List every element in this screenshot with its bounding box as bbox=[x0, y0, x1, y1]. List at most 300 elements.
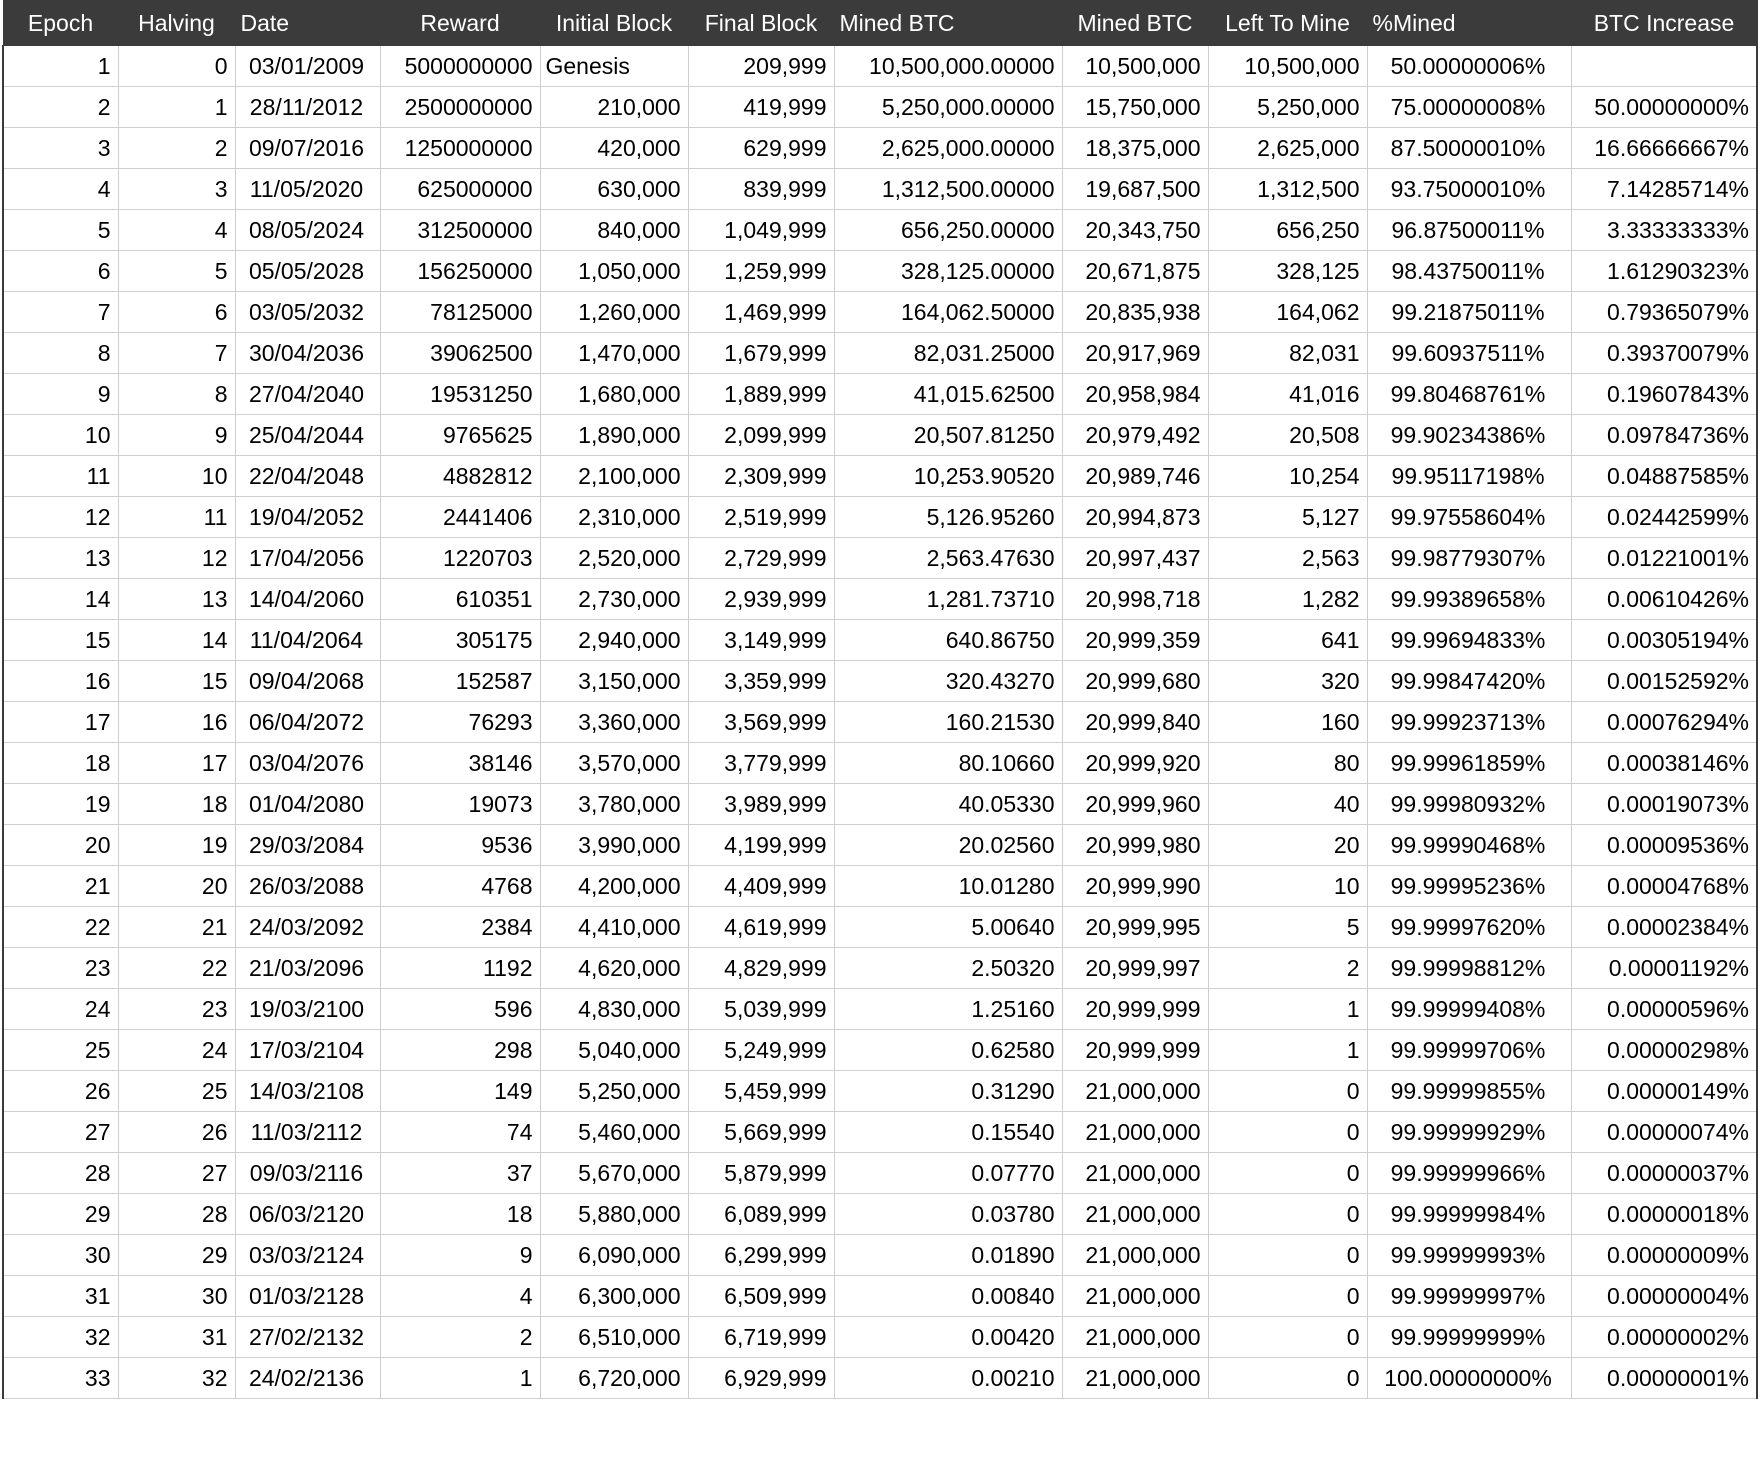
cell-btc-increase[interactable]: 0.00000004% bbox=[1571, 1276, 1757, 1317]
cell-epoch[interactable]: 9 bbox=[3, 374, 118, 415]
cell-epoch[interactable]: 6 bbox=[3, 251, 118, 292]
cell-final-block[interactable]: 5,459,999 bbox=[688, 1071, 834, 1112]
cell-percent-mined[interactable]: 99.95117198% bbox=[1367, 456, 1571, 497]
cell-epoch[interactable]: 26 bbox=[3, 1071, 118, 1112]
cell-reward[interactable]: 74 bbox=[380, 1112, 540, 1153]
cell-reward[interactable]: 78125000 bbox=[380, 292, 540, 333]
cell-left-to-mine[interactable]: 5 bbox=[1208, 907, 1367, 948]
cell-reward[interactable]: 4882812 bbox=[380, 456, 540, 497]
cell-mined-btc[interactable]: 10.01280 bbox=[834, 866, 1062, 907]
cell-percent-mined[interactable]: 99.99961859% bbox=[1367, 743, 1571, 784]
header-date[interactable]: Date bbox=[235, 1, 380, 46]
cell-final-block[interactable]: 5,879,999 bbox=[688, 1153, 834, 1194]
cell-left-to-mine[interactable]: 5,127 bbox=[1208, 497, 1367, 538]
cell-initial-block[interactable]: 4,830,000 bbox=[540, 989, 688, 1030]
cell-initial-block[interactable]: 3,780,000 bbox=[540, 784, 688, 825]
cell-initial-block[interactable]: 4,200,000 bbox=[540, 866, 688, 907]
cell-halving[interactable]: 17 bbox=[118, 743, 235, 784]
cell-left-to-mine[interactable]: 0 bbox=[1208, 1153, 1367, 1194]
cell-initial-block[interactable]: 2,310,000 bbox=[540, 497, 688, 538]
cell-date[interactable]: 01/03/2128 bbox=[235, 1276, 380, 1317]
cell-btc-increase[interactable]: 0.04887585% bbox=[1571, 456, 1757, 497]
cell-reward[interactable]: 38146 bbox=[380, 743, 540, 784]
cell-btc-increase[interactable]: 7.14285714% bbox=[1571, 169, 1757, 210]
cell-mined-btc-cumulative[interactable]: 20,343,750 bbox=[1062, 210, 1208, 251]
header-mined-btc[interactable]: Mined BTC bbox=[834, 1, 1062, 46]
cell-btc-increase[interactable]: 0.00000009% bbox=[1571, 1235, 1757, 1276]
cell-btc-increase[interactable]: 0.00000074% bbox=[1571, 1112, 1757, 1153]
cell-date[interactable]: 03/03/2124 bbox=[235, 1235, 380, 1276]
cell-final-block[interactable]: 6,089,999 bbox=[688, 1194, 834, 1235]
cell-halving[interactable]: 28 bbox=[118, 1194, 235, 1235]
cell-date[interactable]: 19/03/2100 bbox=[235, 989, 380, 1030]
cell-reward[interactable]: 596 bbox=[380, 989, 540, 1030]
cell-halving[interactable]: 5 bbox=[118, 251, 235, 292]
cell-mined-btc[interactable]: 5,250,000.00000 bbox=[834, 87, 1062, 128]
cell-epoch[interactable]: 33 bbox=[3, 1358, 118, 1399]
cell-initial-block[interactable]: 4,410,000 bbox=[540, 907, 688, 948]
cell-mined-btc[interactable]: 160.21530 bbox=[834, 702, 1062, 743]
header-reward[interactable]: Reward bbox=[380, 1, 540, 46]
cell-mined-btc[interactable]: 0.00420 bbox=[834, 1317, 1062, 1358]
cell-percent-mined[interactable]: 99.60937511% bbox=[1367, 333, 1571, 374]
cell-final-block[interactable]: 1,049,999 bbox=[688, 210, 834, 251]
cell-date[interactable]: 25/04/2044 bbox=[235, 415, 380, 456]
cell-halving[interactable]: 30 bbox=[118, 1276, 235, 1317]
cell-initial-block[interactable]: 1,680,000 bbox=[540, 374, 688, 415]
cell-mined-btc[interactable]: 2,625,000.00000 bbox=[834, 128, 1062, 169]
cell-percent-mined[interactable]: 96.87500011% bbox=[1367, 210, 1571, 251]
cell-reward[interactable]: 298 bbox=[380, 1030, 540, 1071]
cell-mined-btc[interactable]: 0.07770 bbox=[834, 1153, 1062, 1194]
cell-date[interactable]: 21/03/2096 bbox=[235, 948, 380, 989]
cell-date[interactable]: 09/03/2116 bbox=[235, 1153, 380, 1194]
cell-reward[interactable]: 625000000 bbox=[380, 169, 540, 210]
cell-final-block[interactable]: 629,999 bbox=[688, 128, 834, 169]
cell-btc-increase[interactable]: 0.02442599% bbox=[1571, 497, 1757, 538]
cell-reward[interactable]: 305175 bbox=[380, 620, 540, 661]
cell-final-block[interactable]: 419,999 bbox=[688, 87, 834, 128]
cell-mined-btc[interactable]: 640.86750 bbox=[834, 620, 1062, 661]
cell-mined-btc-cumulative[interactable]: 21,000,000 bbox=[1062, 1112, 1208, 1153]
cell-epoch[interactable]: 32 bbox=[3, 1317, 118, 1358]
cell-initial-block[interactable]: 3,990,000 bbox=[540, 825, 688, 866]
cell-reward[interactable]: 4 bbox=[380, 1276, 540, 1317]
cell-halving[interactable]: 0 bbox=[118, 46, 235, 87]
cell-reward[interactable]: 5000000000 bbox=[380, 46, 540, 87]
cell-reward[interactable]: 76293 bbox=[380, 702, 540, 743]
cell-btc-increase[interactable]: 0.09784736% bbox=[1571, 415, 1757, 456]
cell-btc-increase[interactable]: 0.00009536% bbox=[1571, 825, 1757, 866]
cell-mined-btc-cumulative[interactable]: 15,750,000 bbox=[1062, 87, 1208, 128]
cell-date[interactable]: 11/03/2112 bbox=[235, 1112, 380, 1153]
cell-final-block[interactable]: 2,099,999 bbox=[688, 415, 834, 456]
cell-btc-increase[interactable]: 0.00004768% bbox=[1571, 866, 1757, 907]
cell-initial-block[interactable]: 5,880,000 bbox=[540, 1194, 688, 1235]
cell-btc-increase[interactable]: 3.33333333% bbox=[1571, 210, 1757, 251]
cell-reward[interactable]: 18 bbox=[380, 1194, 540, 1235]
cell-final-block[interactable]: 4,409,999 bbox=[688, 866, 834, 907]
cell-mined-btc-cumulative[interactable]: 20,999,680 bbox=[1062, 661, 1208, 702]
cell-btc-increase[interactable]: 1.61290323% bbox=[1571, 251, 1757, 292]
cell-percent-mined[interactable]: 99.99999997% bbox=[1367, 1276, 1571, 1317]
cell-mined-btc-cumulative[interactable]: 21,000,000 bbox=[1062, 1276, 1208, 1317]
cell-left-to-mine[interactable]: 0 bbox=[1208, 1358, 1367, 1399]
cell-epoch[interactable]: 23 bbox=[3, 948, 118, 989]
cell-btc-increase[interactable]: 0.00152592% bbox=[1571, 661, 1757, 702]
cell-mined-btc-cumulative[interactable]: 10,500,000 bbox=[1062, 46, 1208, 87]
cell-mined-btc-cumulative[interactable]: 19,687,500 bbox=[1062, 169, 1208, 210]
cell-reward[interactable]: 37 bbox=[380, 1153, 540, 1194]
cell-halving[interactable]: 6 bbox=[118, 292, 235, 333]
cell-halving[interactable]: 12 bbox=[118, 538, 235, 579]
cell-mined-btc-cumulative[interactable]: 20,999,920 bbox=[1062, 743, 1208, 784]
cell-btc-increase[interactable]: 0.01221001% bbox=[1571, 538, 1757, 579]
cell-mined-btc[interactable]: 320.43270 bbox=[834, 661, 1062, 702]
cell-percent-mined[interactable]: 99.99694833% bbox=[1367, 620, 1571, 661]
cell-final-block[interactable]: 5,669,999 bbox=[688, 1112, 834, 1153]
cell-btc-increase[interactable]: 50.00000000% bbox=[1571, 87, 1757, 128]
cell-epoch[interactable]: 25 bbox=[3, 1030, 118, 1071]
cell-halving[interactable]: 26 bbox=[118, 1112, 235, 1153]
cell-percent-mined[interactable]: 99.99999929% bbox=[1367, 1112, 1571, 1153]
cell-final-block[interactable]: 3,779,999 bbox=[688, 743, 834, 784]
cell-date[interactable]: 03/05/2032 bbox=[235, 292, 380, 333]
cell-left-to-mine[interactable]: 0 bbox=[1208, 1071, 1367, 1112]
cell-epoch[interactable]: 22 bbox=[3, 907, 118, 948]
cell-mined-btc-cumulative[interactable]: 20,979,492 bbox=[1062, 415, 1208, 456]
cell-date[interactable]: 06/04/2072 bbox=[235, 702, 380, 743]
cell-date[interactable]: 19/04/2052 bbox=[235, 497, 380, 538]
cell-mined-btc-cumulative[interactable]: 20,999,995 bbox=[1062, 907, 1208, 948]
cell-reward[interactable]: 19531250 bbox=[380, 374, 540, 415]
header-btc-increase[interactable]: BTC Increase bbox=[1571, 1, 1757, 46]
cell-reward[interactable]: 39062500 bbox=[380, 333, 540, 374]
cell-percent-mined[interactable]: 99.90234386% bbox=[1367, 415, 1571, 456]
cell-mined-btc-cumulative[interactable]: 21,000,000 bbox=[1062, 1153, 1208, 1194]
cell-mined-btc[interactable]: 5.00640 bbox=[834, 907, 1062, 948]
cell-left-to-mine[interactable]: 10,254 bbox=[1208, 456, 1367, 497]
cell-btc-increase[interactable]: 0.00000298% bbox=[1571, 1030, 1757, 1071]
cell-epoch[interactable]: 4 bbox=[3, 169, 118, 210]
cell-percent-mined[interactable]: 50.00000006% bbox=[1367, 46, 1571, 87]
cell-percent-mined[interactable]: 99.99990468% bbox=[1367, 825, 1571, 866]
header-final-block[interactable]: Final Block bbox=[688, 1, 834, 46]
cell-mined-btc[interactable]: 1,281.73710 bbox=[834, 579, 1062, 620]
cell-initial-block[interactable]: 2,100,000 bbox=[540, 456, 688, 497]
cell-epoch[interactable]: 18 bbox=[3, 743, 118, 784]
cell-initial-block[interactable]: 6,510,000 bbox=[540, 1317, 688, 1358]
cell-left-to-mine[interactable]: 164,062 bbox=[1208, 292, 1367, 333]
cell-reward[interactable]: 156250000 bbox=[380, 251, 540, 292]
cell-left-to-mine[interactable]: 10 bbox=[1208, 866, 1367, 907]
cell-reward[interactable]: 19073 bbox=[380, 784, 540, 825]
cell-initial-block[interactable]: 5,040,000 bbox=[540, 1030, 688, 1071]
header-epoch[interactable]: Epoch bbox=[3, 1, 118, 46]
cell-left-to-mine[interactable]: 0 bbox=[1208, 1276, 1367, 1317]
cell-epoch[interactable]: 24 bbox=[3, 989, 118, 1030]
cell-reward[interactable]: 2500000000 bbox=[380, 87, 540, 128]
cell-epoch[interactable]: 20 bbox=[3, 825, 118, 866]
cell-percent-mined[interactable]: 99.99999984% bbox=[1367, 1194, 1571, 1235]
cell-reward[interactable]: 1220703 bbox=[380, 538, 540, 579]
cell-final-block[interactable]: 3,569,999 bbox=[688, 702, 834, 743]
cell-halving[interactable]: 7 bbox=[118, 333, 235, 374]
cell-reward[interactable]: 2384 bbox=[380, 907, 540, 948]
cell-percent-mined[interactable]: 99.80468761% bbox=[1367, 374, 1571, 415]
cell-final-block[interactable]: 839,999 bbox=[688, 169, 834, 210]
cell-date[interactable]: 27/04/2040 bbox=[235, 374, 380, 415]
cell-mined-btc-cumulative[interactable]: 20,999,999 bbox=[1062, 989, 1208, 1030]
cell-initial-block[interactable]: 1,470,000 bbox=[540, 333, 688, 374]
cell-reward[interactable]: 312500000 bbox=[380, 210, 540, 251]
header-left-to-mine[interactable]: Left To Mine bbox=[1208, 1, 1367, 46]
cell-initial-block[interactable]: 2,730,000 bbox=[540, 579, 688, 620]
cell-mined-btc[interactable]: 0.03780 bbox=[834, 1194, 1062, 1235]
cell-date[interactable]: 17/03/2104 bbox=[235, 1030, 380, 1071]
cell-mined-btc-cumulative[interactable]: 20,998,718 bbox=[1062, 579, 1208, 620]
cell-epoch[interactable]: 16 bbox=[3, 661, 118, 702]
cell-initial-block[interactable]: 2,940,000 bbox=[540, 620, 688, 661]
cell-left-to-mine[interactable]: 2,563 bbox=[1208, 538, 1367, 579]
cell-initial-block[interactable]: 3,150,000 bbox=[540, 661, 688, 702]
cell-initial-block[interactable]: 1,260,000 bbox=[540, 292, 688, 333]
cell-percent-mined[interactable]: 99.99999999% bbox=[1367, 1317, 1571, 1358]
cell-halving[interactable]: 23 bbox=[118, 989, 235, 1030]
cell-initial-block[interactable]: 6,720,000 bbox=[540, 1358, 688, 1399]
cell-initial-block[interactable]: 5,460,000 bbox=[540, 1112, 688, 1153]
cell-initial-block[interactable]: 4,620,000 bbox=[540, 948, 688, 989]
cell-mined-btc[interactable]: 0.31290 bbox=[834, 1071, 1062, 1112]
cell-left-to-mine[interactable]: 5,250,000 bbox=[1208, 87, 1367, 128]
cell-halving[interactable]: 11 bbox=[118, 497, 235, 538]
cell-final-block[interactable]: 6,509,999 bbox=[688, 1276, 834, 1317]
cell-mined-btc-cumulative[interactable]: 20,999,980 bbox=[1062, 825, 1208, 866]
cell-left-to-mine[interactable]: 0 bbox=[1208, 1112, 1367, 1153]
cell-final-block[interactable]: 6,719,999 bbox=[688, 1317, 834, 1358]
cell-final-block[interactable]: 2,309,999 bbox=[688, 456, 834, 497]
cell-btc-increase[interactable]: 0.00000149% bbox=[1571, 1071, 1757, 1112]
cell-initial-block[interactable]: 840,000 bbox=[540, 210, 688, 251]
cell-percent-mined[interactable]: 93.75000010% bbox=[1367, 169, 1571, 210]
cell-date[interactable]: 06/03/2120 bbox=[235, 1194, 380, 1235]
cell-initial-block[interactable]: 3,360,000 bbox=[540, 702, 688, 743]
cell-btc-increase[interactable]: 0.00001192% bbox=[1571, 948, 1757, 989]
cell-mined-btc-cumulative[interactable]: 21,000,000 bbox=[1062, 1358, 1208, 1399]
cell-final-block[interactable]: 2,519,999 bbox=[688, 497, 834, 538]
cell-btc-increase[interactable]: 0.00000596% bbox=[1571, 989, 1757, 1030]
cell-mined-btc[interactable]: 328,125.00000 bbox=[834, 251, 1062, 292]
cell-btc-increase[interactable]: 0.00000037% bbox=[1571, 1153, 1757, 1194]
cell-final-block[interactable]: 1,469,999 bbox=[688, 292, 834, 333]
cell-percent-mined[interactable]: 99.99980932% bbox=[1367, 784, 1571, 825]
cell-initial-block[interactable]: 5,250,000 bbox=[540, 1071, 688, 1112]
cell-mined-btc-cumulative[interactable]: 20,958,984 bbox=[1062, 374, 1208, 415]
cell-mined-btc-cumulative[interactable]: 21,000,000 bbox=[1062, 1235, 1208, 1276]
cell-left-to-mine[interactable]: 160 bbox=[1208, 702, 1367, 743]
cell-halving[interactable]: 2 bbox=[118, 128, 235, 169]
cell-final-block[interactable]: 3,359,999 bbox=[688, 661, 834, 702]
cell-date[interactable]: 14/04/2060 bbox=[235, 579, 380, 620]
cell-final-block[interactable]: 4,619,999 bbox=[688, 907, 834, 948]
cell-mined-btc[interactable]: 10,500,000.00000 bbox=[834, 46, 1062, 87]
cell-left-to-mine[interactable]: 10,500,000 bbox=[1208, 46, 1367, 87]
cell-initial-block[interactable]: 1,890,000 bbox=[540, 415, 688, 456]
cell-date[interactable]: 14/03/2108 bbox=[235, 1071, 380, 1112]
cell-final-block[interactable]: 6,929,999 bbox=[688, 1358, 834, 1399]
cell-date[interactable]: 01/04/2080 bbox=[235, 784, 380, 825]
cell-initial-block[interactable]: 1,050,000 bbox=[540, 251, 688, 292]
cell-final-block[interactable]: 5,249,999 bbox=[688, 1030, 834, 1071]
cell-initial-block[interactable]: 6,090,000 bbox=[540, 1235, 688, 1276]
cell-reward[interactable]: 1192 bbox=[380, 948, 540, 989]
cell-epoch[interactable]: 2 bbox=[3, 87, 118, 128]
cell-halving[interactable]: 14 bbox=[118, 620, 235, 661]
cell-left-to-mine[interactable]: 20,508 bbox=[1208, 415, 1367, 456]
cell-date[interactable]: 11/05/2020 bbox=[235, 169, 380, 210]
cell-final-block[interactable]: 3,989,999 bbox=[688, 784, 834, 825]
cell-reward[interactable]: 149 bbox=[380, 1071, 540, 1112]
cell-left-to-mine[interactable]: 41,016 bbox=[1208, 374, 1367, 415]
cell-mined-btc-cumulative[interactable]: 20,989,746 bbox=[1062, 456, 1208, 497]
cell-percent-mined[interactable]: 99.99999966% bbox=[1367, 1153, 1571, 1194]
cell-epoch[interactable]: 15 bbox=[3, 620, 118, 661]
header-percent-mined[interactable]: %Mined bbox=[1367, 1, 1571, 46]
cell-percent-mined[interactable]: 99.99923713% bbox=[1367, 702, 1571, 743]
cell-mined-btc-cumulative[interactable]: 21,000,000 bbox=[1062, 1194, 1208, 1235]
cell-initial-block[interactable]: 2,520,000 bbox=[540, 538, 688, 579]
cell-btc-increase[interactable]: 0.00019073% bbox=[1571, 784, 1757, 825]
cell-btc-increase[interactable]: 0.00076294% bbox=[1571, 702, 1757, 743]
cell-date[interactable]: 24/02/2136 bbox=[235, 1358, 380, 1399]
cell-btc-increase[interactable]: 16.66666667% bbox=[1571, 128, 1757, 169]
cell-final-block[interactable]: 5,039,999 bbox=[688, 989, 834, 1030]
cell-percent-mined[interactable]: 99.99998812% bbox=[1367, 948, 1571, 989]
cell-mined-btc-cumulative[interactable]: 20,999,840 bbox=[1062, 702, 1208, 743]
cell-mined-btc[interactable]: 2.50320 bbox=[834, 948, 1062, 989]
cell-halving[interactable]: 18 bbox=[118, 784, 235, 825]
cell-halving[interactable]: 31 bbox=[118, 1317, 235, 1358]
cell-epoch[interactable]: 10 bbox=[3, 415, 118, 456]
cell-left-to-mine[interactable]: 2,625,000 bbox=[1208, 128, 1367, 169]
cell-date[interactable]: 09/04/2068 bbox=[235, 661, 380, 702]
cell-date[interactable]: 28/11/2012 bbox=[235, 87, 380, 128]
cell-mined-btc-cumulative[interactable]: 21,000,000 bbox=[1062, 1071, 1208, 1112]
cell-reward[interactable]: 1 bbox=[380, 1358, 540, 1399]
cell-initial-block[interactable]: 6,300,000 bbox=[540, 1276, 688, 1317]
cell-final-block[interactable]: 1,889,999 bbox=[688, 374, 834, 415]
cell-date[interactable]: 26/03/2088 bbox=[235, 866, 380, 907]
cell-halving[interactable]: 32 bbox=[118, 1358, 235, 1399]
cell-mined-btc-cumulative[interactable]: 20,997,437 bbox=[1062, 538, 1208, 579]
cell-halving[interactable]: 29 bbox=[118, 1235, 235, 1276]
cell-initial-block[interactable]: Genesis bbox=[540, 46, 688, 87]
cell-percent-mined[interactable]: 87.50000010% bbox=[1367, 128, 1571, 169]
cell-epoch[interactable]: 13 bbox=[3, 538, 118, 579]
cell-halving[interactable]: 8 bbox=[118, 374, 235, 415]
cell-mined-btc[interactable]: 0.62580 bbox=[834, 1030, 1062, 1071]
cell-left-to-mine[interactable]: 320 bbox=[1208, 661, 1367, 702]
cell-halving[interactable]: 10 bbox=[118, 456, 235, 497]
cell-epoch[interactable]: 3 bbox=[3, 128, 118, 169]
cell-mined-btc[interactable]: 656,250.00000 bbox=[834, 210, 1062, 251]
cell-reward[interactable]: 9536 bbox=[380, 825, 540, 866]
cell-epoch[interactable]: 30 bbox=[3, 1235, 118, 1276]
cell-halving[interactable]: 15 bbox=[118, 661, 235, 702]
cell-epoch[interactable]: 19 bbox=[3, 784, 118, 825]
cell-mined-btc-cumulative[interactable]: 20,835,938 bbox=[1062, 292, 1208, 333]
cell-mined-btc[interactable]: 164,062.50000 bbox=[834, 292, 1062, 333]
cell-halving[interactable]: 1 bbox=[118, 87, 235, 128]
cell-btc-increase[interactable]: 0.00610426% bbox=[1571, 579, 1757, 620]
cell-mined-btc[interactable]: 1,312,500.00000 bbox=[834, 169, 1062, 210]
cell-percent-mined[interactable]: 99.97558604% bbox=[1367, 497, 1571, 538]
cell-halving[interactable]: 22 bbox=[118, 948, 235, 989]
cell-halving[interactable]: 9 bbox=[118, 415, 235, 456]
cell-reward[interactable]: 2 bbox=[380, 1317, 540, 1358]
cell-percent-mined[interactable]: 99.99389658% bbox=[1367, 579, 1571, 620]
cell-mined-btc-cumulative[interactable]: 20,917,969 bbox=[1062, 333, 1208, 374]
cell-final-block[interactable]: 4,829,999 bbox=[688, 948, 834, 989]
cell-mined-btc-cumulative[interactable]: 20,671,875 bbox=[1062, 251, 1208, 292]
cell-epoch[interactable]: 11 bbox=[3, 456, 118, 497]
header-initial-block[interactable]: Initial Block bbox=[540, 1, 688, 46]
cell-mined-btc[interactable]: 0.00840 bbox=[834, 1276, 1062, 1317]
cell-mined-btc-cumulative[interactable]: 21,000,000 bbox=[1062, 1317, 1208, 1358]
cell-date[interactable]: 27/02/2132 bbox=[235, 1317, 380, 1358]
cell-mined-btc-cumulative[interactable]: 20,999,359 bbox=[1062, 620, 1208, 661]
cell-final-block[interactable]: 2,729,999 bbox=[688, 538, 834, 579]
cell-left-to-mine[interactable]: 1 bbox=[1208, 989, 1367, 1030]
cell-halving[interactable]: 25 bbox=[118, 1071, 235, 1112]
cell-mined-btc-cumulative[interactable]: 20,999,997 bbox=[1062, 948, 1208, 989]
cell-left-to-mine[interactable]: 82,031 bbox=[1208, 333, 1367, 374]
header-halving[interactable]: Halving bbox=[118, 1, 235, 46]
cell-percent-mined[interactable]: 99.99999408% bbox=[1367, 989, 1571, 1030]
cell-mined-btc[interactable]: 2,563.47630 bbox=[834, 538, 1062, 579]
cell-date[interactable]: 03/01/2009 bbox=[235, 46, 380, 87]
cell-mined-btc-cumulative[interactable]: 18,375,000 bbox=[1062, 128, 1208, 169]
cell-mined-btc-cumulative[interactable]: 20,994,873 bbox=[1062, 497, 1208, 538]
cell-mined-btc[interactable]: 5,126.95260 bbox=[834, 497, 1062, 538]
cell-initial-block[interactable]: 420,000 bbox=[540, 128, 688, 169]
header-mined-btc-cumulative[interactable]: Mined BTC bbox=[1062, 1, 1208, 46]
cell-left-to-mine[interactable]: 641 bbox=[1208, 620, 1367, 661]
cell-epoch[interactable]: 14 bbox=[3, 579, 118, 620]
cell-date[interactable]: 17/04/2056 bbox=[235, 538, 380, 579]
cell-halving[interactable]: 16 bbox=[118, 702, 235, 743]
cell-left-to-mine[interactable]: 328,125 bbox=[1208, 251, 1367, 292]
cell-btc-increase[interactable]: 0.00038146% bbox=[1571, 743, 1757, 784]
cell-percent-mined[interactable]: 99.99997620% bbox=[1367, 907, 1571, 948]
cell-halving[interactable]: 19 bbox=[118, 825, 235, 866]
cell-date[interactable]: 08/05/2024 bbox=[235, 210, 380, 251]
cell-epoch[interactable]: 17 bbox=[3, 702, 118, 743]
cell-date[interactable]: 11/04/2064 bbox=[235, 620, 380, 661]
cell-left-to-mine[interactable]: 0 bbox=[1208, 1235, 1367, 1276]
cell-epoch[interactable]: 31 bbox=[3, 1276, 118, 1317]
cell-reward[interactable]: 4768 bbox=[380, 866, 540, 907]
cell-btc-increase[interactable]: 0.79365079% bbox=[1571, 292, 1757, 333]
cell-mined-btc[interactable]: 82,031.25000 bbox=[834, 333, 1062, 374]
cell-epoch[interactable]: 5 bbox=[3, 210, 118, 251]
cell-mined-btc-cumulative[interactable]: 20,999,999 bbox=[1062, 1030, 1208, 1071]
cell-epoch[interactable]: 1 bbox=[3, 46, 118, 87]
cell-reward[interactable]: 9765625 bbox=[380, 415, 540, 456]
cell-btc-increase[interactable]: 0.00002384% bbox=[1571, 907, 1757, 948]
cell-percent-mined[interactable]: 99.98779307% bbox=[1367, 538, 1571, 579]
cell-left-to-mine[interactable]: 1,312,500 bbox=[1208, 169, 1367, 210]
